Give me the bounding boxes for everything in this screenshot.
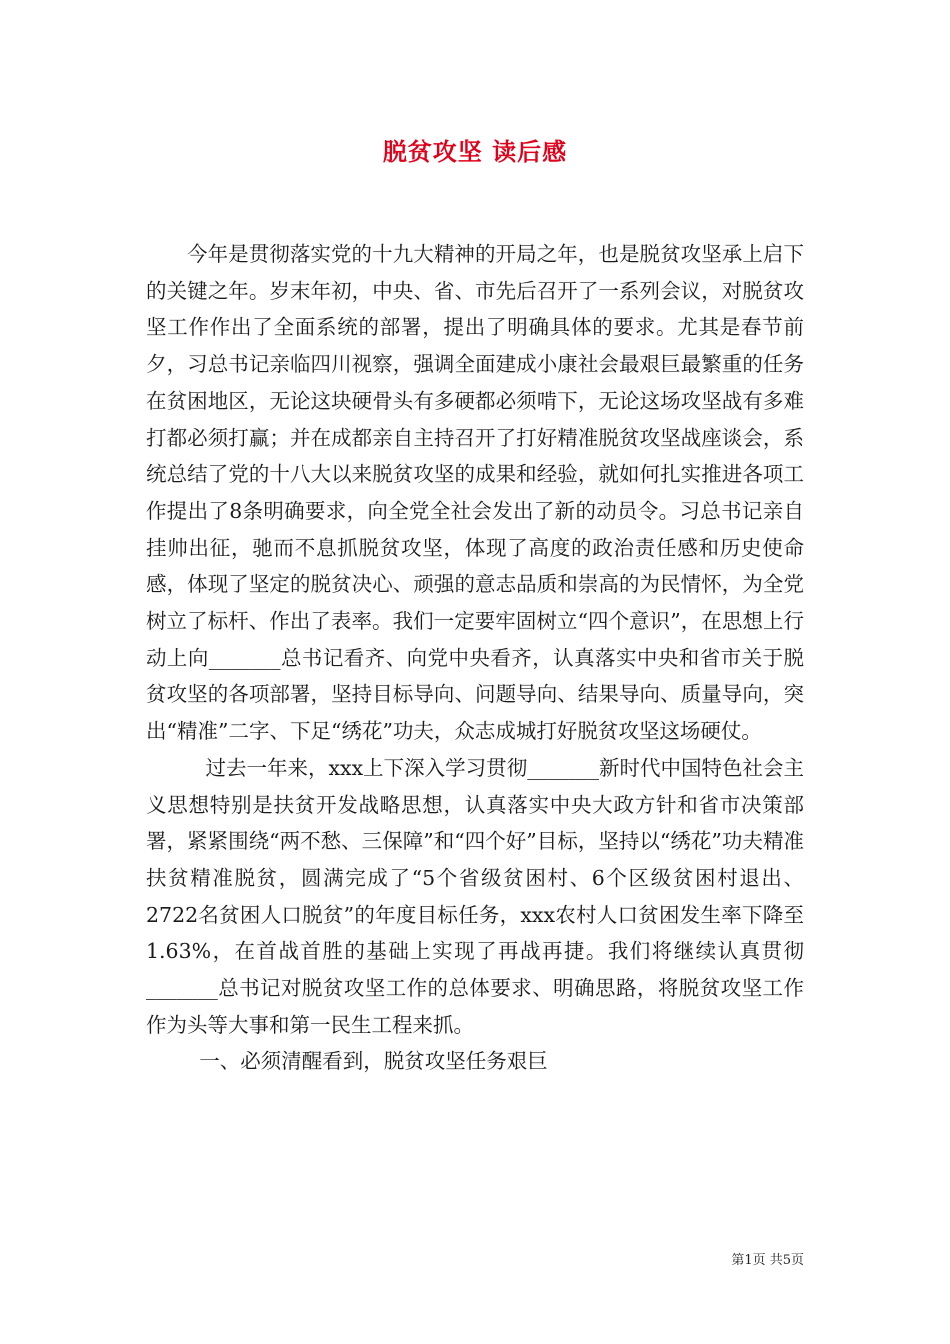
- paragraph-2: 过去一年来，xxx上下深入学习贯彻_______新时代中国特色社会主义思想特别是扶贫开发战略思想，认真落实中央大政方针和省市决策部署，紧紧围绕“两不愁、三保障”和“四个好”目标，坚持以“绣花”功夫精准扶贫精准脱贫，圆满完成了“5个省级贫困村、6个区级贫困村退出、2722名贫困人口脱贫”的年度目标任务，xxx农村人口贫困发生率下降至1.63%，在首战首胜的基础上实现了再战再捷。我们将继续认真贯彻_______总书记对脱贫攻坚工作的总体要求、明确思路，将脱贫攻坚工作作为头等大事和第一民生工程来抓。: [146, 755, 804, 1037]
- page-title: 脱贫攻坚 读后感: [382, 137, 568, 166]
- page-number: 第1页 共5页: [731, 1253, 804, 1268]
- paragraph-1: 今年是贯彻落实党的十九大精神的开局之年，也是脱贫攻坚承上启下的关键之年。岁末年初，中央、省、市先后召开了一系列会议，对脱贫攻坚工作作出了全面系统的部署，提出了明确具体的要求。尤其是春节前夕，习总书记亲临四川视察，强调全面建成小康社会最艰巨最繁重的任务在贫困地区，无论这块硬骨头有多硬都必须啃下，无论这场攻坚战有多难打都必须打赢；并在成都亲自主持召开了打好精准脱贫攻坚战座谈会，系统总结了党的十八大以来脱贫攻坚的成果和经验，就如何扎实推进各项工作提出了8条明确要求，向全党全社会发出了新的动员令。习总书记亲自挂帅出征，驰而不息抓脱贫攻坚，体现了高度的政治责任感和历史使命感，体现了坚定的脱贫决心、顽强的意志品质和崇高的为民情怀，为全党树立了标杆、作出了表率。我们一定要牢固树立“四个意识”，在思想上行动上向_______总书记看齐、向党中央看齐，认真落实中央和省市关于脱贫攻坚的各项部署，坚持目标导向、问题导向、结果导向、质量导向，突出“精准”二字、下足“绣花”功夫，众志成城打好脱贫攻坚这场硬仗。: [146, 242, 804, 744]
- document-body: [146, 236, 804, 1080]
- section-heading-1: 一、必须清醒看到，脱贫攻坚任务艰巨: [199, 1049, 548, 1074]
